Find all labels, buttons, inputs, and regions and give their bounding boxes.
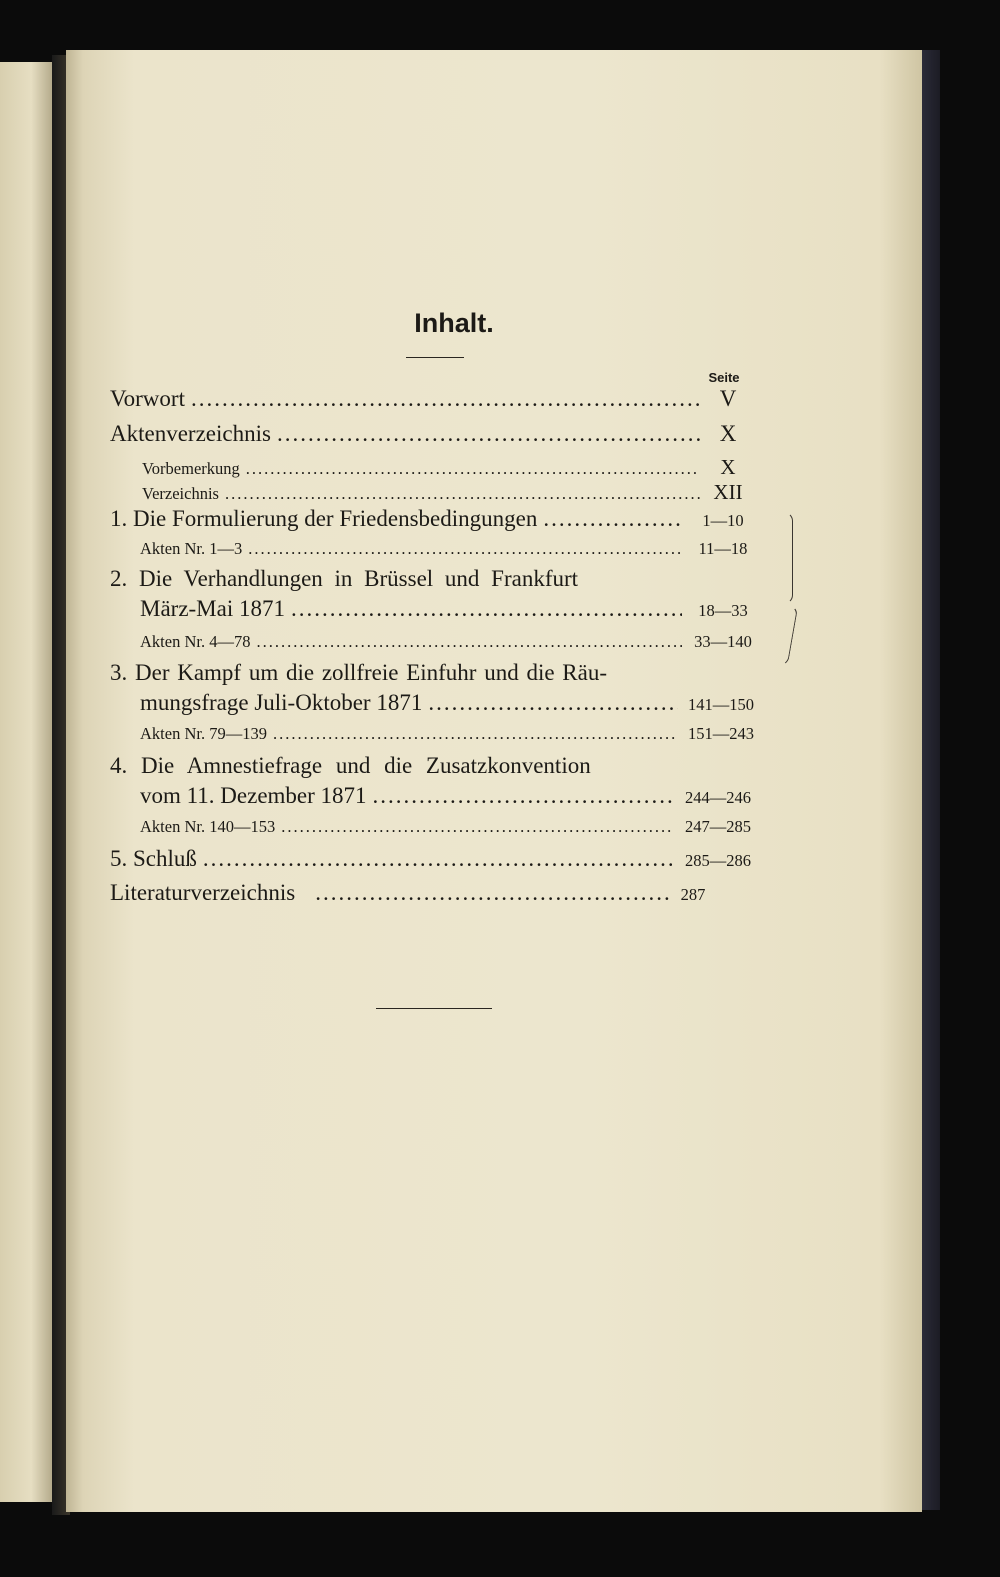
toc-entry-page: 244—246 (685, 788, 751, 807)
toc-entry-label: Aktenverzeichnis (110, 421, 271, 446)
toc-entry-page: V (719, 386, 737, 411)
page-content (66, 50, 922, 1512)
toc-entry-label: 5. Schluß (110, 846, 197, 871)
toc-entry-page: X (720, 455, 736, 479)
dot-leader (281, 817, 672, 837)
toc-entry (110, 421, 750, 447)
dot-leader (315, 880, 670, 906)
dot-leader (248, 539, 682, 559)
toc-entry-label: 3. Der Kampf um die zollfreie Einfuhr und die Räu- (110, 660, 608, 685)
dot-leader (291, 596, 682, 622)
toc-entry-page: 18—33 (698, 601, 748, 620)
toc-entry-label: Literaturverzeichnis (110, 880, 296, 905)
toc-entry-label: 1. Die Formulierung der Friedensbedingungen (110, 506, 538, 531)
pencil-margin-mark (784, 512, 793, 604)
table-of-contents (66, 50, 922, 1512)
toc-entry-page: 151—243 (688, 724, 754, 743)
dot-leader (203, 846, 672, 872)
dot-leader (543, 506, 682, 532)
toc-entry (140, 724, 758, 744)
toc-entry-label: Verzeichnis (142, 484, 219, 503)
dot-leader (246, 459, 700, 479)
page-title: Inhalt. (414, 308, 494, 338)
toc-entry (140, 539, 758, 559)
toc-entry-label: 2. Die Verhandlungen in Brüssel und Frankfurt (110, 566, 579, 591)
toc-entry (140, 690, 758, 716)
toc-entry (110, 846, 758, 872)
facing-page-edge (0, 62, 52, 1502)
toc-entry-page: 1—10 (702, 511, 744, 530)
toc-entry-page: 141—150 (688, 695, 754, 714)
dot-leader (273, 724, 678, 744)
toc-entry-page: 285—286 (685, 851, 751, 870)
toc-entry (140, 817, 758, 837)
toc-entry (142, 480, 750, 505)
dot-leader (225, 484, 700, 504)
toc-entry (110, 386, 750, 412)
toc-entry (110, 880, 710, 906)
toc-entry-page: 11—18 (698, 539, 748, 558)
dot-leader (191, 386, 700, 412)
toc-entry (142, 455, 750, 480)
page-column-header: Seite (708, 370, 740, 385)
book-page (66, 50, 922, 1512)
dot-leader (428, 690, 678, 716)
dot-leader (256, 632, 682, 652)
toc-entry (110, 506, 758, 532)
dot-leader (373, 783, 672, 809)
toc-entry-label: 4. Die Amnestiefrage und die Zusatzkonvention (110, 753, 591, 778)
toc-entry (140, 783, 758, 809)
dot-leader (277, 421, 700, 447)
toc-entry-page: 287 (680, 885, 706, 904)
toc-entry (140, 632, 758, 652)
toc-entry-label: Akten Nr. 4—78 (140, 632, 251, 651)
closing-rule (376, 1008, 492, 1009)
toc-entry-label-continued: März-Mai 1871 (140, 596, 285, 621)
toc-entry-page: 33—140 (694, 632, 752, 651)
toc-entry-label: Akten Nr. 140—153 (140, 817, 276, 836)
toc-entry-page: 247—285 (685, 817, 751, 836)
toc-entry-label-continued: vom 11. Dezember 1871 (140, 783, 367, 808)
toc-entry-label: Akten Nr. 79—139 (140, 724, 267, 743)
toc-entry-label: Vorwort (110, 386, 185, 411)
toc-entry-label: Akten Nr. 1—3 (140, 539, 243, 558)
toc-entry-page: X (719, 421, 737, 446)
toc-entry-page: XII (713, 480, 743, 504)
toc-entry-label: Vorbemerkung (142, 459, 240, 478)
toc-entry (140, 596, 758, 622)
toc-entry-label-continued: mungsfrage Juli-Oktober 1871 (140, 690, 423, 715)
